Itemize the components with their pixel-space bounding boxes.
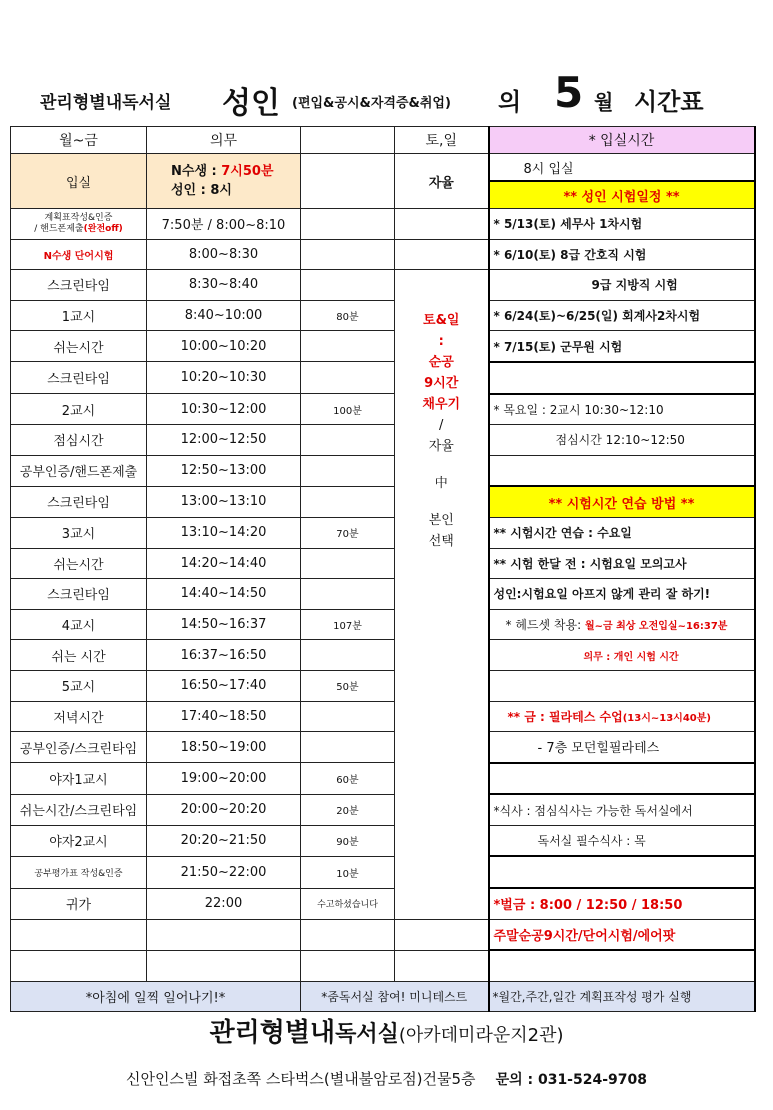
exam-item: * 6/24(토)~6/25(일) 회계사2차시험	[489, 300, 755, 331]
row-minutes	[301, 732, 395, 763]
row-label: N수생 단어시험	[11, 239, 147, 270]
title-month: 월	[594, 90, 614, 114]
row-time: 17:40~18:50	[147, 701, 301, 732]
meal-note: *식사 : 점심식사는 가능한 독서실에서	[489, 794, 755, 825]
row-time: 19:00~20:00	[147, 763, 301, 795]
blank	[11, 950, 147, 981]
title-adult: 성인	[222, 86, 280, 121]
row-time: 8:00~8:30	[147, 239, 301, 270]
header-duty: 의무	[147, 127, 301, 154]
friday-label: ** 금 : 필라테스 수업	[507, 709, 623, 724]
row-minutes: 100분	[301, 394, 395, 425]
row-time: 14:20~14:40	[147, 548, 301, 579]
exam-item: 9급 지방직 시험	[489, 270, 755, 301]
row-minutes	[301, 362, 395, 394]
schedule-row	[11, 362, 755, 394]
title-month-num: 5	[554, 68, 584, 117]
weekend-red-4: 9시간	[424, 376, 459, 392]
row-label: 저녁시간	[11, 701, 147, 732]
row-time: 13:10~14:20	[147, 517, 301, 548]
schedule-row	[11, 425, 755, 456]
row-label: 귀가	[11, 888, 147, 919]
right-blank	[489, 455, 755, 486]
practice-title: ** 시험시간 연습 방법 **	[489, 486, 755, 517]
entry-adult: 성인 : 8시	[171, 183, 232, 198]
exam-item: * 5/13(토) 세무사 1차시험	[489, 209, 755, 240]
exam-item: * 7/15(토) 군무원 시험	[489, 331, 755, 362]
header-extra	[301, 127, 395, 154]
practice-item: ** 시험 한달 전 : 시험요일 모의고사	[489, 548, 755, 579]
row-minutes	[301, 331, 395, 362]
bottom-mid: *줌독서실 참여! 미니테스트	[301, 981, 489, 1012]
title-paren: (편입&공시&자격증&취업)	[292, 96, 451, 111]
row-time: 8:40~10:00	[147, 300, 301, 331]
header-entry: * 입실시간	[489, 127, 755, 154]
schedule-row	[11, 701, 755, 732]
blank-row	[11, 950, 755, 981]
row-time: 16:37~16:50	[147, 640, 301, 671]
header-row	[11, 127, 755, 154]
row-label: 1교시	[11, 300, 147, 331]
schedule-row	[11, 732, 755, 763]
timetable	[10, 126, 756, 1012]
headset-note	[489, 609, 755, 640]
weekend-red-5: 채우기	[422, 397, 461, 413]
schedule-row	[11, 548, 755, 579]
weekend-blank	[395, 239, 489, 270]
row-minutes	[301, 640, 395, 671]
right-blank	[489, 856, 755, 888]
practice-item: 성인:시험요일 아프지 않게 관리 잘 하기!	[489, 579, 755, 610]
row-label: 스크린타임	[11, 270, 147, 301]
row-minutes	[301, 209, 395, 240]
row-time: 10:30~12:00	[147, 394, 301, 425]
row-minutes	[301, 270, 395, 301]
row-minutes: 20분	[301, 794, 395, 825]
footer-address-line	[0, 1068, 773, 1089]
right-blank	[489, 763, 755, 795]
row-label: 5교시	[11, 670, 147, 701]
headset-label: * 헤드셋 착용:	[505, 618, 585, 633]
entry-row-1	[11, 154, 755, 182]
schedule-row	[11, 640, 755, 671]
footer-address: 신안인스빌 화접초쪽 스타벅스(별내불암로점)건물5층	[125, 1070, 476, 1088]
blank	[11, 919, 147, 950]
row-minutes	[301, 425, 395, 456]
row-time: 10:20~10:30	[147, 362, 301, 394]
entry-n-prefix: N수생 :	[171, 164, 222, 179]
row-time: 20:20~21:50	[147, 825, 301, 856]
footer-name-big: 관리형별내	[209, 1018, 336, 1048]
row-minutes	[301, 579, 395, 610]
schedule-row	[11, 517, 755, 548]
row-time: 10:00~10:20	[147, 331, 301, 362]
blank	[301, 950, 395, 981]
row-label: 4교시	[11, 609, 147, 640]
schedule-row-extra	[11, 919, 755, 950]
row-label	[11, 209, 147, 240]
schedule-row	[11, 856, 755, 888]
row-label: 야자2교시	[11, 825, 147, 856]
weekend-slash: /	[439, 418, 444, 434]
row-minutes	[301, 239, 395, 270]
row-label-c: (완전off)	[83, 223, 123, 234]
header-weekend: 토,일	[395, 127, 489, 154]
exam-item: * 6/10(토) 8급 간호직 시험	[489, 239, 755, 270]
row-time: 12:50~13:00	[147, 455, 301, 486]
row-minutes: 60분	[301, 763, 395, 795]
schedule-row	[11, 394, 755, 425]
row-label: 공부평가표 작성&인증	[11, 856, 147, 888]
practice-item: ** 시험시간 연습 : 수요일	[489, 517, 755, 548]
row-minutes: 10분	[301, 856, 395, 888]
meal-note-thursday: 독서실 필수식사 : 목	[489, 825, 755, 856]
row-label: 3교시	[11, 517, 147, 548]
schedule-row	[11, 794, 755, 825]
row-minutes: 50분	[301, 670, 395, 701]
row-minutes: 107분	[301, 609, 395, 640]
row-time: 8:30~8:40	[147, 270, 301, 301]
title-prefix: 관리형별내독서실	[40, 93, 172, 113]
weekend-blank	[395, 209, 489, 240]
row-minutes	[301, 701, 395, 732]
thursday-lunch: 점심시간 12:10~12:50	[489, 425, 755, 456]
weekend-red-2: :	[438, 334, 444, 350]
row-label: 공부인증/스크린타임	[11, 732, 147, 763]
row-time: 18:50~19:00	[147, 732, 301, 763]
weekend-mid: 中	[434, 476, 448, 492]
row-label: 쉬는시간	[11, 331, 147, 362]
row-time: 21:50~22:00	[147, 856, 301, 888]
row-minutes: 70분	[301, 517, 395, 548]
blank	[395, 950, 489, 981]
weekend-red-3: 순공	[428, 355, 454, 371]
schedule-row	[11, 239, 755, 270]
row-minutes	[301, 548, 395, 579]
bottom-left: *아침에 일찍 일어나기!*	[11, 981, 301, 1012]
row-time: 7:50분 / 8:00~8:10	[147, 209, 301, 240]
schedule-row	[11, 331, 755, 362]
friday-hours: (13시~13시40분)	[622, 712, 711, 724]
row-label: 스크린타임	[11, 362, 147, 394]
weekend-note	[395, 270, 489, 919]
row-label: 쉬는 시간	[11, 640, 147, 671]
headset-hours: 월~금 최상 오전입실~16:37분	[584, 621, 728, 633]
row-label: 스크린타임	[11, 486, 147, 517]
schedule-row	[11, 888, 755, 919]
row-minutes	[301, 486, 395, 517]
blank	[147, 950, 301, 981]
row-minutes: 수고하셨습니다	[301, 888, 395, 919]
row-label: 쉬는시간/스크린타임	[11, 794, 147, 825]
row-minutes: 80분	[301, 300, 395, 331]
title-of: 의	[498, 88, 522, 116]
entry-extra	[301, 154, 395, 209]
entry-times	[147, 154, 301, 209]
schedule-row	[11, 609, 755, 640]
schedule-row	[11, 486, 755, 517]
schedule-row	[11, 763, 755, 795]
schedule-row	[11, 825, 755, 856]
row-time: 22:00	[147, 888, 301, 919]
row-time: 12:00~12:50	[147, 425, 301, 456]
blank	[395, 919, 489, 950]
bottom-row	[11, 981, 755, 1012]
title-timetable: 시간표	[634, 88, 704, 116]
header-weekday: 월~금	[11, 127, 147, 154]
schedule-row	[11, 300, 755, 331]
penalty-times: *벌금 : 8:00 / 12:50 / 18:50	[489, 888, 755, 919]
entry-label: 입실	[11, 154, 147, 209]
schedule-row	[11, 209, 755, 240]
friday-pilates-location: - 7층 모던힐필라테스	[489, 732, 755, 763]
weekend-self: 본인	[428, 513, 454, 529]
row-label: 야자1교시	[11, 763, 147, 795]
entry-weekend: 자율	[395, 154, 489, 209]
thursday-note: * 목요일 : 2교시 10:30~12:10	[489, 394, 755, 425]
weekend-red-1: 토&일	[423, 313, 460, 329]
row-label: 2교시	[11, 394, 147, 425]
row-minutes	[301, 455, 395, 486]
row-label-a: 계획표작성&인증	[44, 212, 113, 223]
bottom-right: *월간,주간,일간 계획표작성 평가 실행	[489, 981, 755, 1012]
weekend-choice: 선택	[428, 534, 454, 550]
friday-pilates	[489, 701, 755, 732]
row-time: 16:50~17:40	[147, 670, 301, 701]
footer-name	[0, 1012, 773, 1049]
schedule-row	[11, 455, 755, 486]
footer-name-paren: (아카데미라운지2관)	[398, 1025, 564, 1046]
schedule-row	[11, 270, 755, 301]
row-minutes: 90분	[301, 825, 395, 856]
row-time: 20:00~20:20	[147, 794, 301, 825]
schedule-row	[11, 670, 755, 701]
right-blank	[489, 670, 755, 701]
blank	[489, 950, 755, 981]
row-time: 14:40~14:50	[147, 579, 301, 610]
footer-name-mid: 독서실	[335, 1022, 399, 1047]
row-label: 스크린타임	[11, 579, 147, 610]
page-title	[0, 68, 773, 122]
right-blank	[489, 362, 755, 394]
row-time: 13:00~13:10	[147, 486, 301, 517]
row-time: 14:50~16:37	[147, 609, 301, 640]
weekend-free: 자율	[428, 439, 454, 455]
headset-duty: 의무 : 개인 시험 시간	[489, 640, 755, 671]
entry-n-time: 7시50분	[221, 164, 274, 179]
penalty-items: 주말순공9시간/단어시험/에어팟	[489, 919, 755, 950]
row-label-b: / 핸드폰제출	[34, 223, 84, 234]
blank	[147, 919, 301, 950]
schedule-row	[11, 579, 755, 610]
blank	[301, 919, 395, 950]
row-label: 쉬는시간	[11, 548, 147, 579]
row-label: 점심시간	[11, 425, 147, 456]
exam-schedule-title: ** 성인 시험일정 **	[489, 181, 755, 209]
footer-phone: 문의 : 031-524-9708	[495, 1072, 647, 1088]
entry-time: 8시 입실	[489, 154, 755, 182]
row-label: 공부인증/핸드폰제출	[11, 455, 147, 486]
